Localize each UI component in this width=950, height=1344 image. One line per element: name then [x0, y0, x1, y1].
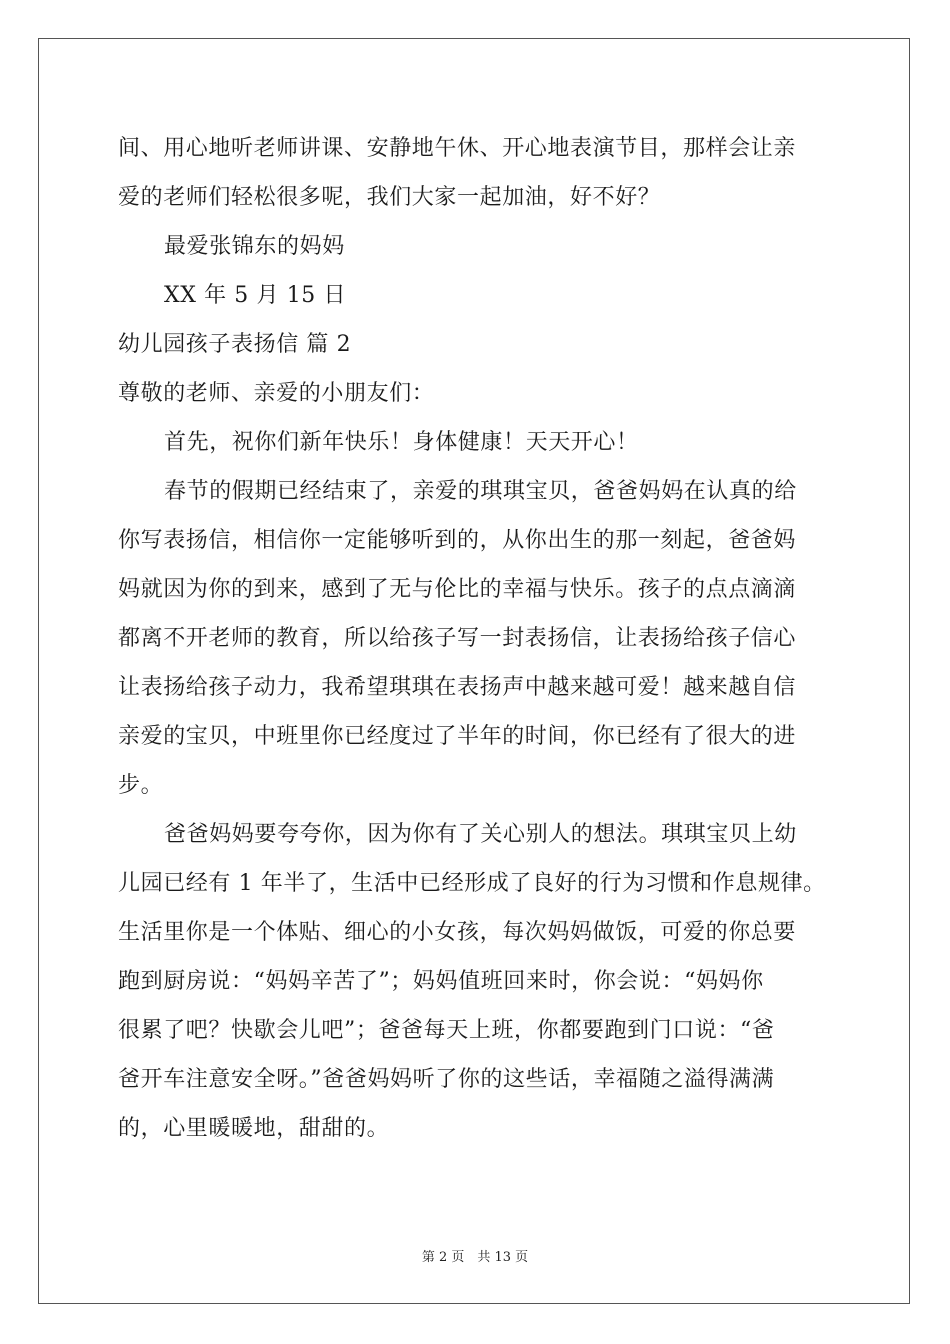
text-line: 的，心里暖暖地，甜甜的。: [118, 1116, 390, 1141]
text-line: 亲爱的宝贝，中班里你已经度过了半年的时间，你已经有了很大的进: [118, 724, 797, 749]
text-line: 首先，祝你们新年快乐！身体健康！天天开心！: [164, 430, 639, 455]
text-line: 步。: [118, 773, 164, 798]
salutation-line: 尊敬的老师、亲爱的小朋友们：: [118, 381, 435, 406]
text-line: 你写表扬信，相信你一定能够听到的，从你出生的那一刻起，爸爸妈: [118, 528, 797, 553]
text-line: 生活里你是一个体贴、细心的小女孩，每次妈妈做饭，可爱的你总要: [118, 920, 797, 945]
signature-line: 最爱张锦东的妈妈: [164, 234, 345, 259]
document-body: [118, 124, 838, 1153]
section-heading: 幼儿园孩子表扬信 篇 2: [118, 332, 352, 357]
text-line: 让表扬给孩子动力，我希望琪琪在表扬声中越来越可爱！越来越自信: [118, 675, 797, 700]
text-line: 都离不开老师的教育，所以给孩子写一封表扬信，让表扬给孩子信心: [118, 626, 797, 651]
page-number-footer: 第 2 页 共 13 页: [421, 1250, 529, 1265]
date-line: XX 年 5 月 15 日: [164, 283, 347, 308]
text-line: 爸开车注意安全呀。”爸爸妈妈听了你的这些话，幸福随之溢得满满: [118, 1067, 775, 1092]
text-line: 很累了吧？快歇会儿吧”；爸爸每天上班，你都要跑到门口说：“爸: [118, 1018, 775, 1043]
text-line: 间、用心地听老师讲课、安静地午休、开心地表演节目，那样会让亲: [118, 136, 797, 161]
text-line: 春节的假期已经结束了，亲爱的琪琪宝贝，爸爸妈妈在认真的给: [164, 479, 797, 504]
text-line: 爸爸妈妈要夸夸你，因为你有了关心别人的想法。琪琪宝贝上幼: [164, 822, 797, 847]
text-line: 儿园已经有 1 年半了，生活中已经形成了良好的行为习惯和作息规律。: [118, 871, 826, 896]
text-line: 妈就因为你的到来，感到了无与伦比的幸福与快乐。孩子的点点滴滴: [118, 577, 797, 602]
text-line: 爱的老师们轻松很多呢，我们大家一起加油，好不好？: [118, 185, 661, 210]
text-line: 跑到厨房说：“妈妈辛苦了”；妈妈值班回来时，你会说：“妈妈你: [118, 969, 764, 994]
